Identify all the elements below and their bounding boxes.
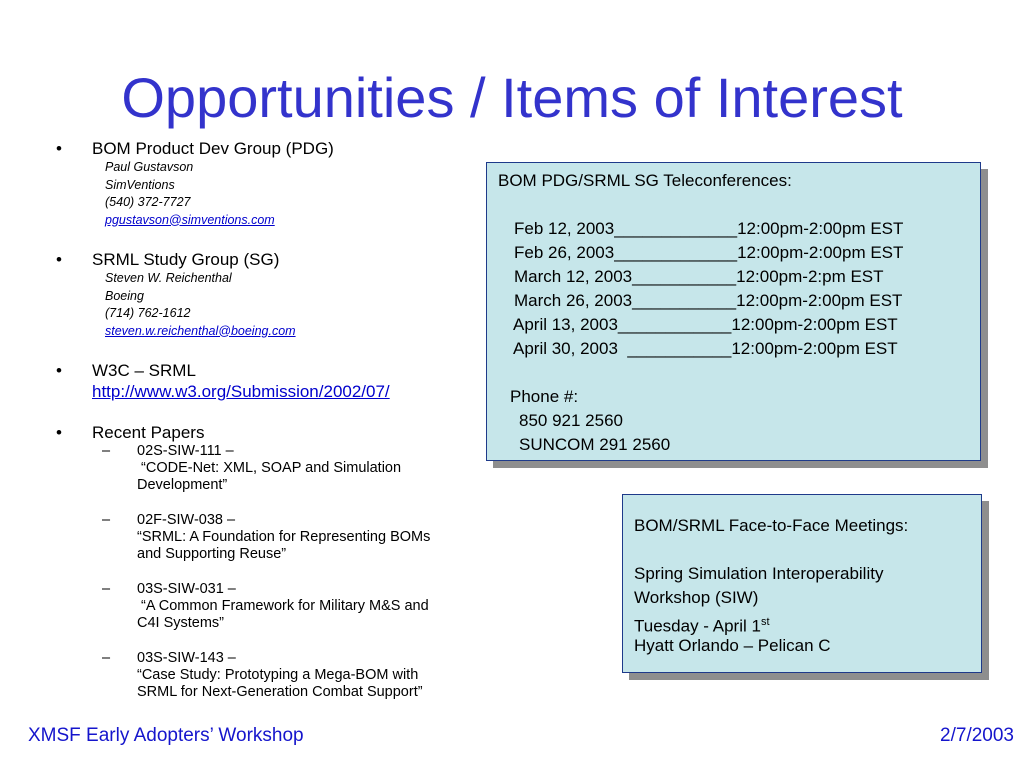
meeting-event-cont: Workshop (SIW) [634, 588, 759, 607]
paper-title-cont: C4I Systems” [137, 615, 225, 631]
paper-item [56, 443, 496, 494]
paper-id: 03S-SIW-031 – [137, 581, 236, 597]
srml-contact-name: Steven W. Reichenthal [105, 271, 232, 285]
bom-contact-phone: (540) 372-7727 [105, 195, 191, 209]
phone-number-suncom: SUNCOM 291 2560 [519, 435, 671, 454]
teleconference-date: March 12, 2003___________12:00pm-2:pm EST [514, 267, 884, 286]
paper-id: 02S-SIW-111 – [137, 443, 234, 459]
bom-contact-name: Paul Gustavson [105, 160, 194, 174]
bullet-dot: • [56, 250, 62, 269]
srml-contact-org: Boeing [105, 288, 144, 303]
meetings-heading: BOM/SRML Face-to-Face Meetings: [634, 516, 909, 535]
dash-marker: – [102, 650, 111, 666]
paper-title-cont: Development” [137, 477, 228, 493]
bullet-srml-sg [56, 249, 496, 270]
left-content [56, 138, 496, 701]
bullet-dot: • [56, 423, 62, 442]
meetings-box [622, 494, 982, 673]
paper-title: “Case Study: Prototyping a Mega-BOM with [137, 667, 419, 683]
paper-item [56, 512, 496, 563]
teleconference-date: April 13, 2003____________12:00pm-2:00pm EST [513, 315, 898, 334]
bom-contact [56, 159, 496, 229]
paper-id: 02F-SIW-038 – [137, 512, 236, 528]
bullet-dot: • [56, 139, 62, 158]
bom-pdg-label: BOM Product Dev Group (PDG) [92, 139, 334, 158]
srml-sg-label: SRML Study Group (SG) [92, 250, 280, 269]
teleconference-date: March 26, 2003___________12:00pm-2:00pm EST [514, 291, 903, 310]
srml-contact [56, 270, 496, 340]
dash-marker: – [102, 512, 111, 528]
dash-marker: – [102, 581, 111, 597]
teleconference-heading: BOM PDG/SRML SG Teleconferences: [498, 171, 792, 190]
bullet-w3c [56, 360, 496, 402]
paper-item [56, 581, 496, 632]
w3c-link[interactable]: http://www.w3.org/Submission/2002/07/ [92, 382, 390, 401]
meeting-date-suffix: st [760, 616, 770, 628]
dash-marker: – [102, 443, 111, 459]
teleconference-date: Feb 26, 2003_____________12:00pm-2:00pm EST [514, 243, 904, 262]
footer-date: 2/7/2003 [940, 725, 1014, 746]
bullet-bom-pdg [56, 138, 496, 159]
meeting-date-text: Tuesday - April 1 [634, 616, 761, 636]
phone-label: Phone #: [510, 387, 579, 406]
teleconference-date: April 30, 2003 ___________12:00pm-2:00pm EST [513, 339, 898, 358]
footer-workshop: XMSF Early Adopters’ Workshop [28, 725, 304, 746]
meeting-location: Hyatt Orlando – Pelican C [634, 636, 831, 655]
teleconference-box [486, 162, 981, 461]
bullet-recent-papers [56, 422, 496, 443]
teleconference-date: Feb 12, 2003_____________12:00pm-2:00pm EST [514, 219, 904, 238]
paper-title-cont: and Supporting Reuse” [137, 546, 287, 562]
srml-contact-phone: (714) 762-1612 [105, 306, 191, 320]
bom-contact-org: SimVentions [105, 177, 175, 192]
srml-contact-email-link[interactable]: steven.w.reichenthal@boeing.com [105, 323, 296, 338]
paper-title-cont: SRML for Next-Generation Combat Support” [137, 684, 423, 700]
bom-contact-email-link[interactable]: pgustavson@simventions.com [105, 212, 275, 227]
paper-title: “CODE-Net: XML, SOAP and Simulation [137, 460, 402, 476]
paper-title: “A Common Framework for Military M&S and [137, 598, 429, 614]
phone-number: 850 921 2560 [519, 411, 623, 430]
recent-papers-label: Recent Papers [92, 423, 205, 442]
slide-title: Opportunities / Items of Interest [121, 66, 903, 129]
paper-id: 03S-SIW-143 – [137, 650, 236, 666]
w3c-label: W3C – SRML [92, 361, 196, 380]
bullet-dot: • [56, 361, 62, 380]
paper-title: “SRML: A Foundation for Representing BOMs [137, 529, 431, 545]
paper-item [56, 650, 496, 701]
meeting-event: Spring Simulation Interoperability [634, 564, 884, 583]
